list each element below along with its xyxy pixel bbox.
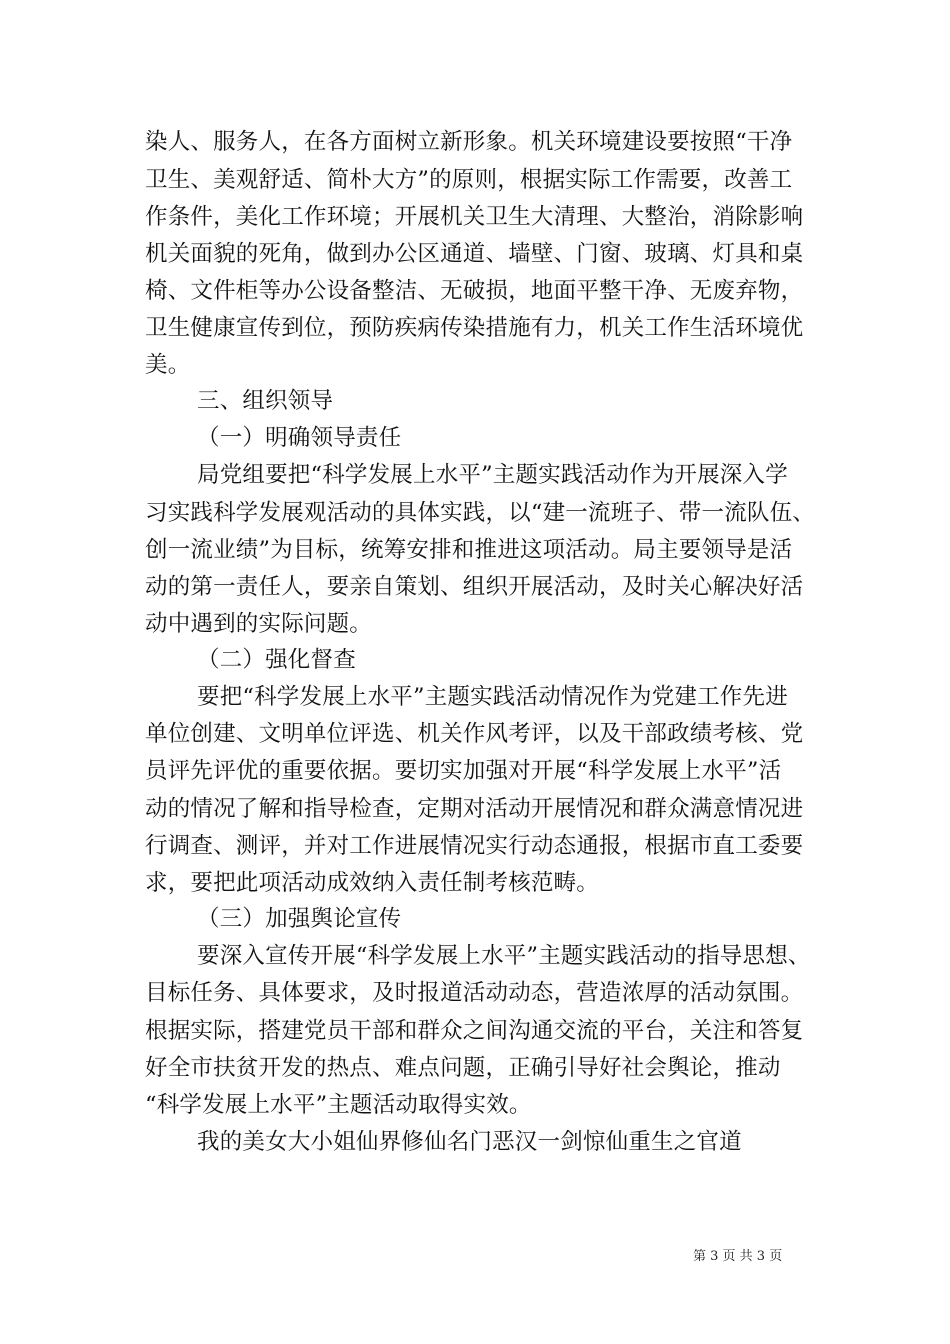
body-line: 创一流业绩”为目标，统筹安排和推进这项活动。局主要领导是活 bbox=[145, 537, 793, 563]
body-line: 作条件，美化工作环境；开展机关卫生大清理、大整治，消除影响 bbox=[145, 204, 804, 230]
body-line: 美。 bbox=[145, 352, 191, 378]
subsection-heading: （二）强化督查 bbox=[197, 647, 356, 673]
body-line: 动的情况了解和指导检查，定期对活动开展情况和群众满意情况进 bbox=[145, 796, 804, 822]
body-line: 行调查、测评，并对工作进展情况实行动态通报，根据市直工委要 bbox=[145, 833, 804, 859]
body-line: 局党组要把“科学发展上水平”主题实践活动作为开展深入学 bbox=[197, 462, 788, 488]
body-line: 目标任务、具体要求，及时报道活动动态，营造浓厚的活动氛围。 bbox=[145, 980, 804, 1006]
page-number-footer: 第 3 页 共 3 页 bbox=[693, 1249, 783, 1264]
body-line: 动中遇到的实际问题。 bbox=[145, 611, 373, 637]
section-heading: 三、组织领导 bbox=[197, 388, 334, 414]
body-line: 员评先评优的重要依据。要切实加强对开展“科学发展上水平”活 bbox=[145, 758, 782, 784]
body-line: 染人、服务人，在各方面树立新形象。机关环境建设要按照“干净 bbox=[145, 129, 793, 155]
subsection-heading: （一）明确领导责任 bbox=[197, 425, 402, 451]
body-line: 要把“科学发展上水平”主题实践活动情况作为党建工作先进 bbox=[197, 684, 788, 710]
body-line: 根据实际，搭建党员干部和群众之间沟通交流的平台，关注和答复 bbox=[145, 1018, 804, 1044]
body-line: 要深入宣传开展“科学发展上水平”主题实践活动的指导思想、 bbox=[197, 943, 811, 969]
subsection-heading: （三）加强舆论宣传 bbox=[197, 906, 402, 932]
body-line: 单位创建、文明单位评选、机关作风考评，以及干部政绩考核、党 bbox=[145, 721, 804, 747]
body-line: 习实践科学发展观活动的具体实践，以“建一流班子、带一流队伍、 bbox=[145, 500, 816, 526]
body-line: 卫生、美观舒适、简朴大方”的原则，根据实际工作需要，改善工 bbox=[145, 167, 793, 193]
body-line: 椅、文件柜等办公设备整洁、无破损，地面平整干净、无废弃物， bbox=[145, 278, 804, 304]
body-line: 好全市扶贫开发的热点、难点问题，正确引导好社会舆论，推动 bbox=[145, 1055, 781, 1081]
body-line: 求，要把此项活动成效纳入责任制考核范畴。 bbox=[145, 870, 600, 896]
body-line: 动的第一责任人，要亲自策划、组织开展活动，及时关心解决好活 bbox=[145, 574, 804, 600]
body-line: 机关面貌的死角，做到办公区通道、墙壁、门窗、玻璃、灯具和桌 bbox=[145, 241, 804, 267]
trailing-text-line: 我的美女大小姐仙界修仙名门恶汉一剑惊仙重生之官道 bbox=[197, 1129, 742, 1155]
body-line: “科学发展上水平”主题活动取得实效。 bbox=[145, 1092, 532, 1118]
body-line: 卫生健康宣传到位，预防疾病传染措施有力，机关工作生活环境优 bbox=[145, 315, 804, 341]
